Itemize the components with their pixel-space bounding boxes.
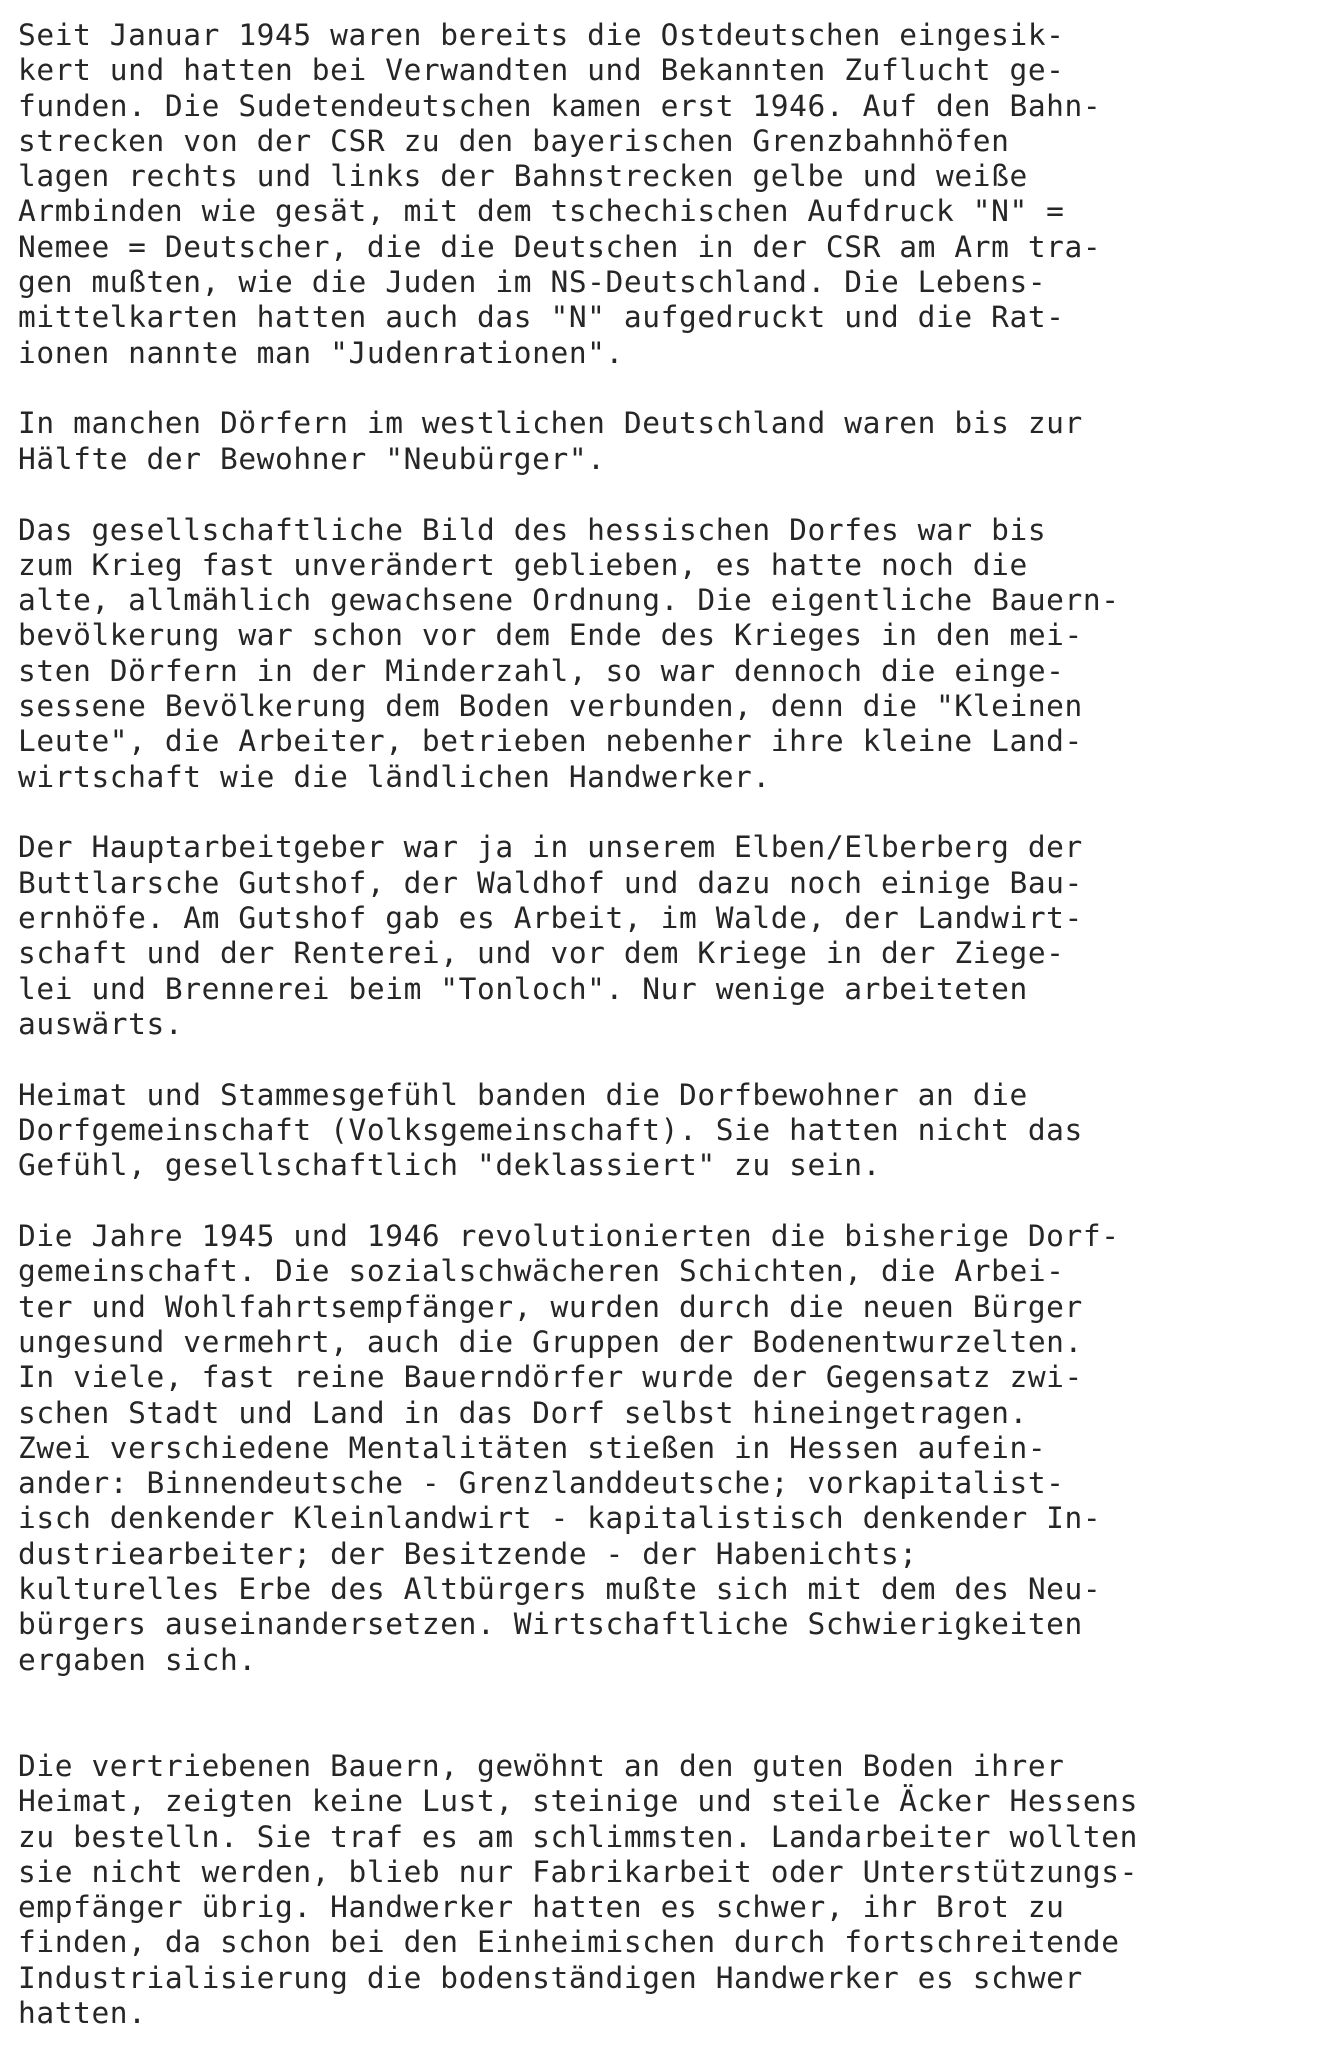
text-line: alte, allmählich gewachsene Ordnung. Die eigentliche Bauern- <box>18 583 1120 618</box>
paragraph-jahre-1945-1946 <box>18 1219 1308 1678</box>
text-line: ter und Wohlfahrtsempfänger, wurden durch die neuen Bürger <box>18 1289 1083 1324</box>
text-line: Nemee = Deutscher, die die Deutschen in der CSR am Arm tra- <box>18 229 1102 264</box>
text-line: finden, da schon bei den Einheimischen durch fortschreitende <box>18 1925 1120 1960</box>
text-line: kulturelles Erbe des Altbürgers mußte sich mit dem des Neu- <box>18 1572 1102 1607</box>
text-line: ergaben sich. <box>18 1642 257 1677</box>
text-line: Gefühl, gesellschaftlich "deklassiert" zu sein. <box>18 1148 881 1183</box>
text-line: sessene Bevölkerung dem Boden verbunden, denn die "Kleinen <box>18 689 1083 724</box>
text-line: schen Stadt und Land in das Dorf selbst hineingetragen. <box>18 1395 1028 1430</box>
paragraph-arbeitgeber <box>18 830 1308 1042</box>
text-line: Heimat, zeigten keine Lust, steinige und steile Äcker Hessens <box>18 1784 1138 1819</box>
text-line: lei und Brennerei beim "Tonloch". Nur wenige arbeiteten <box>18 971 1028 1006</box>
text-line: wirtschaft wie die ländlichen Handwerker. <box>18 759 771 794</box>
text-line: ionen nannte man "Judenrationen". <box>18 335 624 370</box>
text-line: Buttlarsche Gutshof, der Waldhof und dazu noch einige Bau- <box>18 865 1083 900</box>
text-line: zum Krieg fast unverändert geblieben, es hatte noch die <box>18 547 1028 582</box>
text-line: In manchen Dörfern im westlichen Deutschland waren bis zur <box>18 406 1083 441</box>
text-line: bevölkerung war schon vor dem Ende des Krieges in den mei- <box>18 618 1083 653</box>
text-line: ander: Binnendeutsche - Grenzlanddeutsche; vorkapitalist- <box>18 1466 1065 1501</box>
text-line: sten Dörfern in der Minderzahl, so war dennoch die einge- <box>18 653 1065 688</box>
text-line: hatten. <box>18 1996 147 2031</box>
paragraph-heimat <box>18 1078 1308 1184</box>
text-line: Zwei verschiedene Mentalitäten stießen in Hessen aufein- <box>18 1430 1047 1465</box>
text-line: strecken von der CSR zu den bayerischen Grenzbahnhöfen <box>18 123 1010 158</box>
text-line: auswärts. <box>18 1006 184 1041</box>
paragraph-neubuerger <box>18 406 1308 477</box>
text-line: mittelkarten hatten auch das "N" aufgedruckt und die Rat- <box>18 300 1065 335</box>
typewritten-page <box>18 18 1308 2067</box>
text-line: Heimat und Stammesgefühl banden die Dorfbewohner an die <box>18 1077 1028 1112</box>
text-line: isch denkender Kleinlandwirt - kapitalistisch denkender In- <box>18 1501 1102 1536</box>
text-line: Industrialisierung die bodenständigen Handwerker es schwer <box>18 1960 1083 1995</box>
text-line: funden. Die Sudetendeutschen kamen erst 1946. Auf den Bahn- <box>18 88 1102 123</box>
text-line: lagen rechts und links der Bahnstrecken gelbe und weiße <box>18 159 1028 194</box>
text-line: Die vertriebenen Bauern, gewöhnt an den guten Boden ihrer <box>18 1748 1065 1783</box>
text-line: kert und hatten bei Verwandten und Bekannten Zuflucht ge- <box>18 53 1065 88</box>
text-line: Dorfgemeinschaft (Volksgemeinschaft). Sie hatten nicht das <box>18 1113 1083 1148</box>
paragraph-dorfbild <box>18 513 1308 795</box>
text-line: zu bestelln. Sie traf es am schlimmsten. Landarbeiter wollten <box>18 1819 1138 1854</box>
text-line: empfänger übrig. Handwerker hatten es schwer, ihr Brot zu <box>18 1890 1065 1925</box>
text-line: Der Hauptarbeitgeber war ja in unserem Elben/Elberberg der <box>18 830 1083 865</box>
text-line: schaft und der Renterei, und vor dem Kriege in der Ziege- <box>18 936 1065 971</box>
text-line: ernhöfe. Am Gutshof gab es Arbeit, im Walde, der Landwirt- <box>18 901 1083 936</box>
text-line: sie nicht werden, blieb nur Fabrikarbeit oder Unterstützungs- <box>18 1854 1138 1889</box>
text-line: In viele, fast reine Bauerndörfer wurde der Gegensatz zwi- <box>18 1360 1083 1395</box>
text-line: dustriearbeiter; der Besitzende - der Habenichts; <box>18 1536 918 1571</box>
text-line: ungesund vermehrt, auch die Gruppen der Bodenentwurzelten. <box>18 1325 1083 1359</box>
text-line: bürgers auseinandersetzen. Wirtschaftliche Schwierigkeiten <box>18 1607 1083 1642</box>
paragraph-armbinden <box>18 18 1308 371</box>
text-line: gen mußten, wie die Juden im NS-Deutschland. Die Lebens- <box>18 265 1047 300</box>
text-line: Leute", die Arbeiter, betrieben nebenher ihre kleine Land- <box>18 724 1083 759</box>
text-line: gemeinschaft. Die sozialschwächeren Schichten, die Arbei- <box>18 1254 1065 1289</box>
paragraph-vertriebene-bauern <box>18 1749 1308 2031</box>
text-line: Armbinden wie gesät, mit dem tschechischen Aufdruck "N" = <box>18 194 1065 229</box>
text-line: Die Jahre 1945 und 1946 revolutionierten die bisherige Dorf- <box>18 1219 1120 1254</box>
text-line: Hälfte der Bewohner "Neubürger". <box>18 441 606 476</box>
text-line: Das gesellschaftliche Bild des hessischen Dorfes war bis <box>18 512 1047 547</box>
text-line: Seit Januar 1945 waren bereits die Ostdeutschen eingesik- <box>18 18 1065 52</box>
